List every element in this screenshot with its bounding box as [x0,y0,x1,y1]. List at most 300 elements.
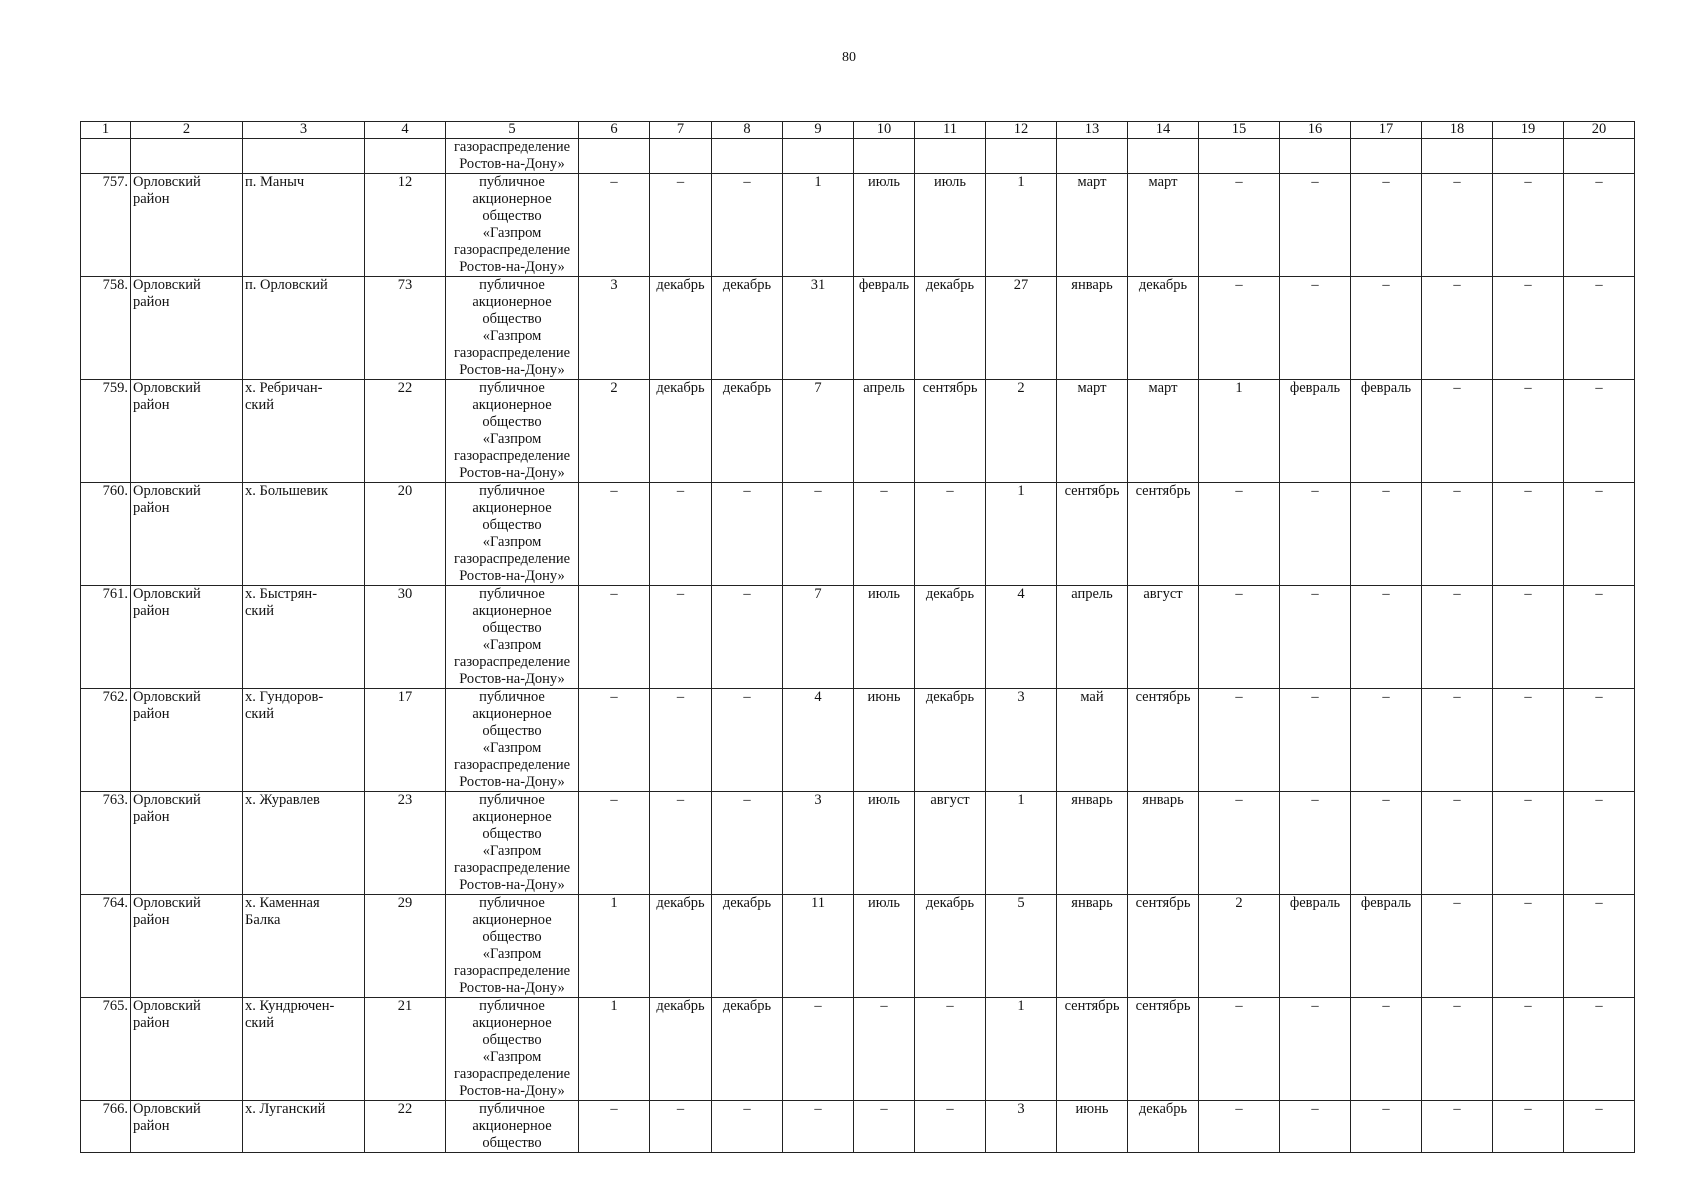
value-cell: 2 [1199,895,1280,998]
value-cell: декабрь [1128,1101,1199,1153]
value-cell: – [1564,1101,1635,1153]
table-row [81,895,1635,998]
cell-line: х. Гундоров- [245,689,324,705]
value-cell: – [1493,483,1564,586]
row-number: 759. [81,380,131,483]
cell-line: газораспределение [453,963,571,979]
value-cell: март [1128,174,1199,277]
value-cell: – [1564,277,1635,380]
value-cell: – [1422,380,1493,483]
value-cell: декабрь [712,380,783,483]
gasification-table [80,121,1635,1153]
value-cell: июль [854,895,915,998]
value-cell: – [579,792,650,895]
value-cell: – [712,792,783,895]
value-cell: – [1280,998,1351,1101]
value-cell: – [650,174,712,277]
count-cell: 21 [365,998,446,1101]
org-cell [446,689,579,792]
value-cell: – [650,1101,712,1153]
value-cell: январь [1128,792,1199,895]
cell-line: общество [482,929,542,945]
cell-line: Ростов-на-Дону» [459,362,565,378]
value-cell: – [1422,483,1493,586]
cell-line: «Газпром [482,534,542,550]
cell-line: публичное [479,277,545,293]
cell-line: акционерное [472,1118,552,1134]
value-cell: – [1564,895,1635,998]
cell-empty [1128,139,1199,174]
cell-line: Ростов-на-Дону» [459,671,565,687]
value-cell: – [579,689,650,792]
column-number-header [81,122,1635,139]
value-cell: – [1280,792,1351,895]
district-cell [131,483,243,586]
value-cell: январь [1057,277,1128,380]
cell-line: ский [245,603,274,619]
count-cell: 22 [365,1101,446,1153]
value-cell: – [1493,1101,1564,1153]
count-cell: 22 [365,380,446,483]
cell-line: х. Каменная [245,895,320,911]
value-cell: – [1493,998,1564,1101]
value-cell: – [1422,277,1493,380]
value-cell: 5 [986,895,1057,998]
cell-line: Орловский [133,174,201,190]
value-cell: 1 [986,174,1057,277]
value-cell: февраль [1351,895,1422,998]
value-cell: – [712,586,783,689]
cell-line: Орловский [133,380,201,396]
cell-empty [1351,139,1422,174]
value-cell: декабрь [712,895,783,998]
cell-line: Ростов-на-Дону» [459,259,565,275]
column-number: 14 [1128,122,1199,139]
column-number: 1 [81,122,131,139]
settlement-cell [243,586,365,689]
cell-line: х. Луганский [245,1101,326,1117]
org-line: газораспределение [453,139,571,155]
district-cell [131,1101,243,1153]
value-cell: – [1564,483,1635,586]
row-number: 764. [81,895,131,998]
settlement-cell [243,483,365,586]
value-cell: июнь [1057,1101,1128,1153]
cell-line: район [133,1118,170,1134]
value-cell: декабрь [915,586,986,689]
cell-line: публичное [479,380,545,396]
column-number: 8 [712,122,783,139]
value-cell: – [650,586,712,689]
value-cell: 1 [783,174,854,277]
table-row [81,689,1635,792]
count-cell: 29 [365,895,446,998]
value-cell: 7 [783,380,854,483]
cell-line: район [133,191,170,207]
cell-line: Орловский [133,277,201,293]
value-cell: – [1199,586,1280,689]
row-number: 760. [81,483,131,586]
org-cell [446,174,579,277]
cell-line: общество [482,620,542,636]
value-cell: – [1280,174,1351,277]
cell-line: публичное [479,792,545,808]
settlement-cell [243,689,365,792]
row-number: 763. [81,792,131,895]
cell-line: газораспределение [453,448,571,464]
cell-empty [854,139,915,174]
value-cell: – [712,1101,783,1153]
column-number: 10 [854,122,915,139]
table-row-continued [81,139,1635,174]
cell-line: ский [245,706,274,722]
cell-line: публичное [479,895,545,911]
cell-line: публичное [479,1101,545,1117]
value-cell: – [1199,998,1280,1101]
cell-line: Орловский [133,998,201,1014]
value-cell: 4 [783,689,854,792]
value-cell: – [1493,689,1564,792]
value-cell: 1 [579,895,650,998]
value-cell: – [1564,689,1635,792]
value-cell: январь [1057,792,1128,895]
cell-line: акционерное [472,500,552,516]
value-cell: декабрь [650,998,712,1101]
cell-line: Ростов-на-Дону» [459,465,565,481]
cell-line: ский [245,1015,274,1031]
value-cell: – [1493,174,1564,277]
cell-empty [579,139,650,174]
column-number: 12 [986,122,1057,139]
value-cell: сентябрь [1057,998,1128,1101]
value-cell: 31 [783,277,854,380]
value-cell: 1 [986,998,1057,1101]
cell-line: п. Маныч [245,174,305,190]
value-cell: май [1057,689,1128,792]
org-cell [446,792,579,895]
district-cell [131,998,243,1101]
cell-line: район [133,1015,170,1031]
table-row [81,277,1635,380]
value-cell: – [1422,895,1493,998]
org-cell [446,139,579,174]
value-cell: сентябрь [1128,998,1199,1101]
value-cell: – [915,483,986,586]
cell-line: газораспределение [453,1066,571,1082]
org-line: Ростов-на-Дону» [459,156,565,172]
cell-empty [915,139,986,174]
value-cell: февраль [1280,895,1351,998]
column-number: 19 [1493,122,1564,139]
district-cell [131,792,243,895]
value-cell: – [712,689,783,792]
org-cell [446,483,579,586]
row-number: 761. [81,586,131,689]
table-row [81,174,1635,277]
value-cell: апрель [854,380,915,483]
value-cell: декабрь [1128,277,1199,380]
value-cell: январь [1057,895,1128,998]
cell-line: общество [482,723,542,739]
value-cell: – [783,998,854,1101]
value-cell: – [1199,277,1280,380]
settlement-cell [243,1101,365,1153]
value-cell: – [1280,689,1351,792]
value-cell: 2 [986,380,1057,483]
value-cell: июль [854,586,915,689]
value-cell: июль [915,174,986,277]
value-cell: – [1280,586,1351,689]
cell-line: Орловский [133,895,201,911]
value-cell: – [1351,792,1422,895]
column-number: 16 [1280,122,1351,139]
settlement-cell [243,174,365,277]
cell-line: п. Орловский [245,277,328,293]
cell-line: акционерное [472,1015,552,1031]
value-cell: 3 [579,277,650,380]
value-cell: – [1422,174,1493,277]
value-cell: август [915,792,986,895]
cell-line: х. Кундрючен- [245,998,335,1014]
cell-line: «Газпром [482,740,542,756]
value-cell: 27 [986,277,1057,380]
district-cell [131,380,243,483]
cell-line: «Газпром [482,946,542,962]
value-cell: – [783,1101,854,1153]
value-cell: декабрь [650,895,712,998]
value-cell: – [1199,1101,1280,1153]
cell-line: Ростов-на-Дону» [459,568,565,584]
count-cell: 17 [365,689,446,792]
value-cell: – [854,1101,915,1153]
value-cell: – [1564,174,1635,277]
value-cell: – [1493,895,1564,998]
cell-empty [986,139,1057,174]
value-cell: июнь [854,689,915,792]
cell-line: Ростов-на-Дону» [459,1083,565,1099]
cell-line: публичное [479,998,545,1014]
count-cell: 23 [365,792,446,895]
cell-line: «Газпром [482,431,542,447]
value-cell: декабрь [915,689,986,792]
cell-line: Орловский [133,483,201,499]
value-cell: – [1351,277,1422,380]
value-cell: – [1199,483,1280,586]
value-cell: – [1493,792,1564,895]
value-cell: – [1422,586,1493,689]
district-cell [131,586,243,689]
cell-line: общество [482,826,542,842]
value-cell: февраль [1351,380,1422,483]
value-cell: – [650,483,712,586]
cell-empty [243,139,365,174]
cell-empty [1057,139,1128,174]
count-cell: 20 [365,483,446,586]
cell-line: газораспределение [453,551,571,567]
value-cell: – [1199,174,1280,277]
cell-line: акционерное [472,191,552,207]
column-number: 3 [243,122,365,139]
value-cell: – [1351,174,1422,277]
value-cell: 1 [1199,380,1280,483]
page-number: 80 [842,50,856,65]
cell-empty [1280,139,1351,174]
cell-line: акционерное [472,603,552,619]
value-cell: – [579,483,650,586]
cell-line: х. Большевик [245,483,328,499]
cell-line: акционерное [472,912,552,928]
cell-line: акционерное [472,294,552,310]
table-row [81,380,1635,483]
district-cell [131,277,243,380]
column-number: 7 [650,122,712,139]
column-number: 9 [783,122,854,139]
cell-line: публичное [479,174,545,190]
value-cell: – [1564,998,1635,1101]
value-cell: 1 [986,792,1057,895]
value-cell: 7 [783,586,854,689]
cell-line: газораспределение [453,242,571,258]
cell-line: Балка [245,912,281,928]
value-cell: февраль [854,277,915,380]
column-number: 4 [365,122,446,139]
value-cell: – [1280,277,1351,380]
value-cell: – [783,483,854,586]
cell-line: Ростов-на-Дону» [459,774,565,790]
cell-line: Орловский [133,689,201,705]
value-cell: – [1199,792,1280,895]
value-cell: декабрь [650,380,712,483]
cell-line: ский [245,397,274,413]
org-cell [446,895,579,998]
column-number: 11 [915,122,986,139]
cell-line: район [133,706,170,722]
cell-line: Орловский [133,586,201,602]
cell-empty [712,139,783,174]
cell-empty [81,139,131,174]
column-number: 13 [1057,122,1128,139]
cell-line: Ростов-на-Дону» [459,980,565,996]
column-number: 17 [1351,122,1422,139]
cell-empty [1422,139,1493,174]
column-number: 5 [446,122,579,139]
cell-line: х. Журавлев [245,792,320,808]
table-row [81,586,1635,689]
cell-line: Ростов-на-Дону» [459,877,565,893]
value-cell: – [1351,586,1422,689]
column-number: 6 [579,122,650,139]
org-cell [446,277,579,380]
value-cell: – [1280,1101,1351,1153]
value-cell: – [1199,689,1280,792]
cell-empty [650,139,712,174]
value-cell: сентябрь [915,380,986,483]
cell-empty [365,139,446,174]
cell-line: газораспределение [453,860,571,876]
value-cell: – [1493,380,1564,483]
row-number: 766. [81,1101,131,1153]
value-cell: – [579,586,650,689]
cell-line: газораспределение [453,345,571,361]
value-cell: декабрь [915,895,986,998]
value-cell: март [1128,380,1199,483]
count-cell: 12 [365,174,446,277]
value-cell: – [1351,998,1422,1101]
value-cell: июль [854,174,915,277]
value-cell: сентябрь [1128,689,1199,792]
value-cell: – [712,483,783,586]
value-cell: июль [854,792,915,895]
value-cell: 11 [783,895,854,998]
value-cell: – [579,1101,650,1153]
cell-line: общество [482,414,542,430]
cell-line: общество [482,311,542,327]
org-cell [446,998,579,1101]
cell-line: публичное [479,689,545,705]
value-cell: 2 [579,380,650,483]
value-cell: сентябрь [1128,895,1199,998]
value-cell: – [1564,792,1635,895]
org-cell [446,586,579,689]
cell-line: Орловский [133,792,201,808]
row-number: 758. [81,277,131,380]
org-cell [446,1101,579,1153]
org-cell [446,380,579,483]
cell-line: акционерное [472,706,552,722]
settlement-cell [243,380,365,483]
column-number: 18 [1422,122,1493,139]
district-cell [131,174,243,277]
value-cell: апрель [1057,586,1128,689]
cell-line: Орловский [133,1101,201,1117]
value-cell: – [712,174,783,277]
cell-line: х. Быстрян- [245,586,318,602]
value-cell: 3 [783,792,854,895]
cell-empty [1199,139,1280,174]
value-cell: декабрь [915,277,986,380]
value-cell: – [854,998,915,1101]
value-cell: 1 [986,483,1057,586]
value-cell: – [1422,998,1493,1101]
cell-line: «Газпром [482,225,542,241]
cell-line: общество [482,517,542,533]
cell-line: общество [482,208,542,224]
value-cell: сентябрь [1057,483,1128,586]
count-cell: 30 [365,586,446,689]
settlement-cell [243,277,365,380]
value-cell: март [1057,174,1128,277]
count-cell: 73 [365,277,446,380]
cell-line: акционерное [472,397,552,413]
cell-line: «Газпром [482,328,542,344]
value-cell: – [915,998,986,1101]
cell-line: газораспределение [453,654,571,670]
cell-line: публичное [479,586,545,602]
row-number: 762. [81,689,131,792]
table-row [81,998,1635,1101]
row-number: 765. [81,998,131,1101]
value-cell: – [915,1101,986,1153]
value-cell: март [1057,380,1128,483]
value-cell: декабрь [650,277,712,380]
value-cell: декабрь [712,998,783,1101]
value-cell: – [1351,1101,1422,1153]
cell-empty [783,139,854,174]
cell-line: «Газпром [482,843,542,859]
value-cell: 4 [986,586,1057,689]
cell-line: район [133,294,170,310]
value-cell: – [1280,483,1351,586]
